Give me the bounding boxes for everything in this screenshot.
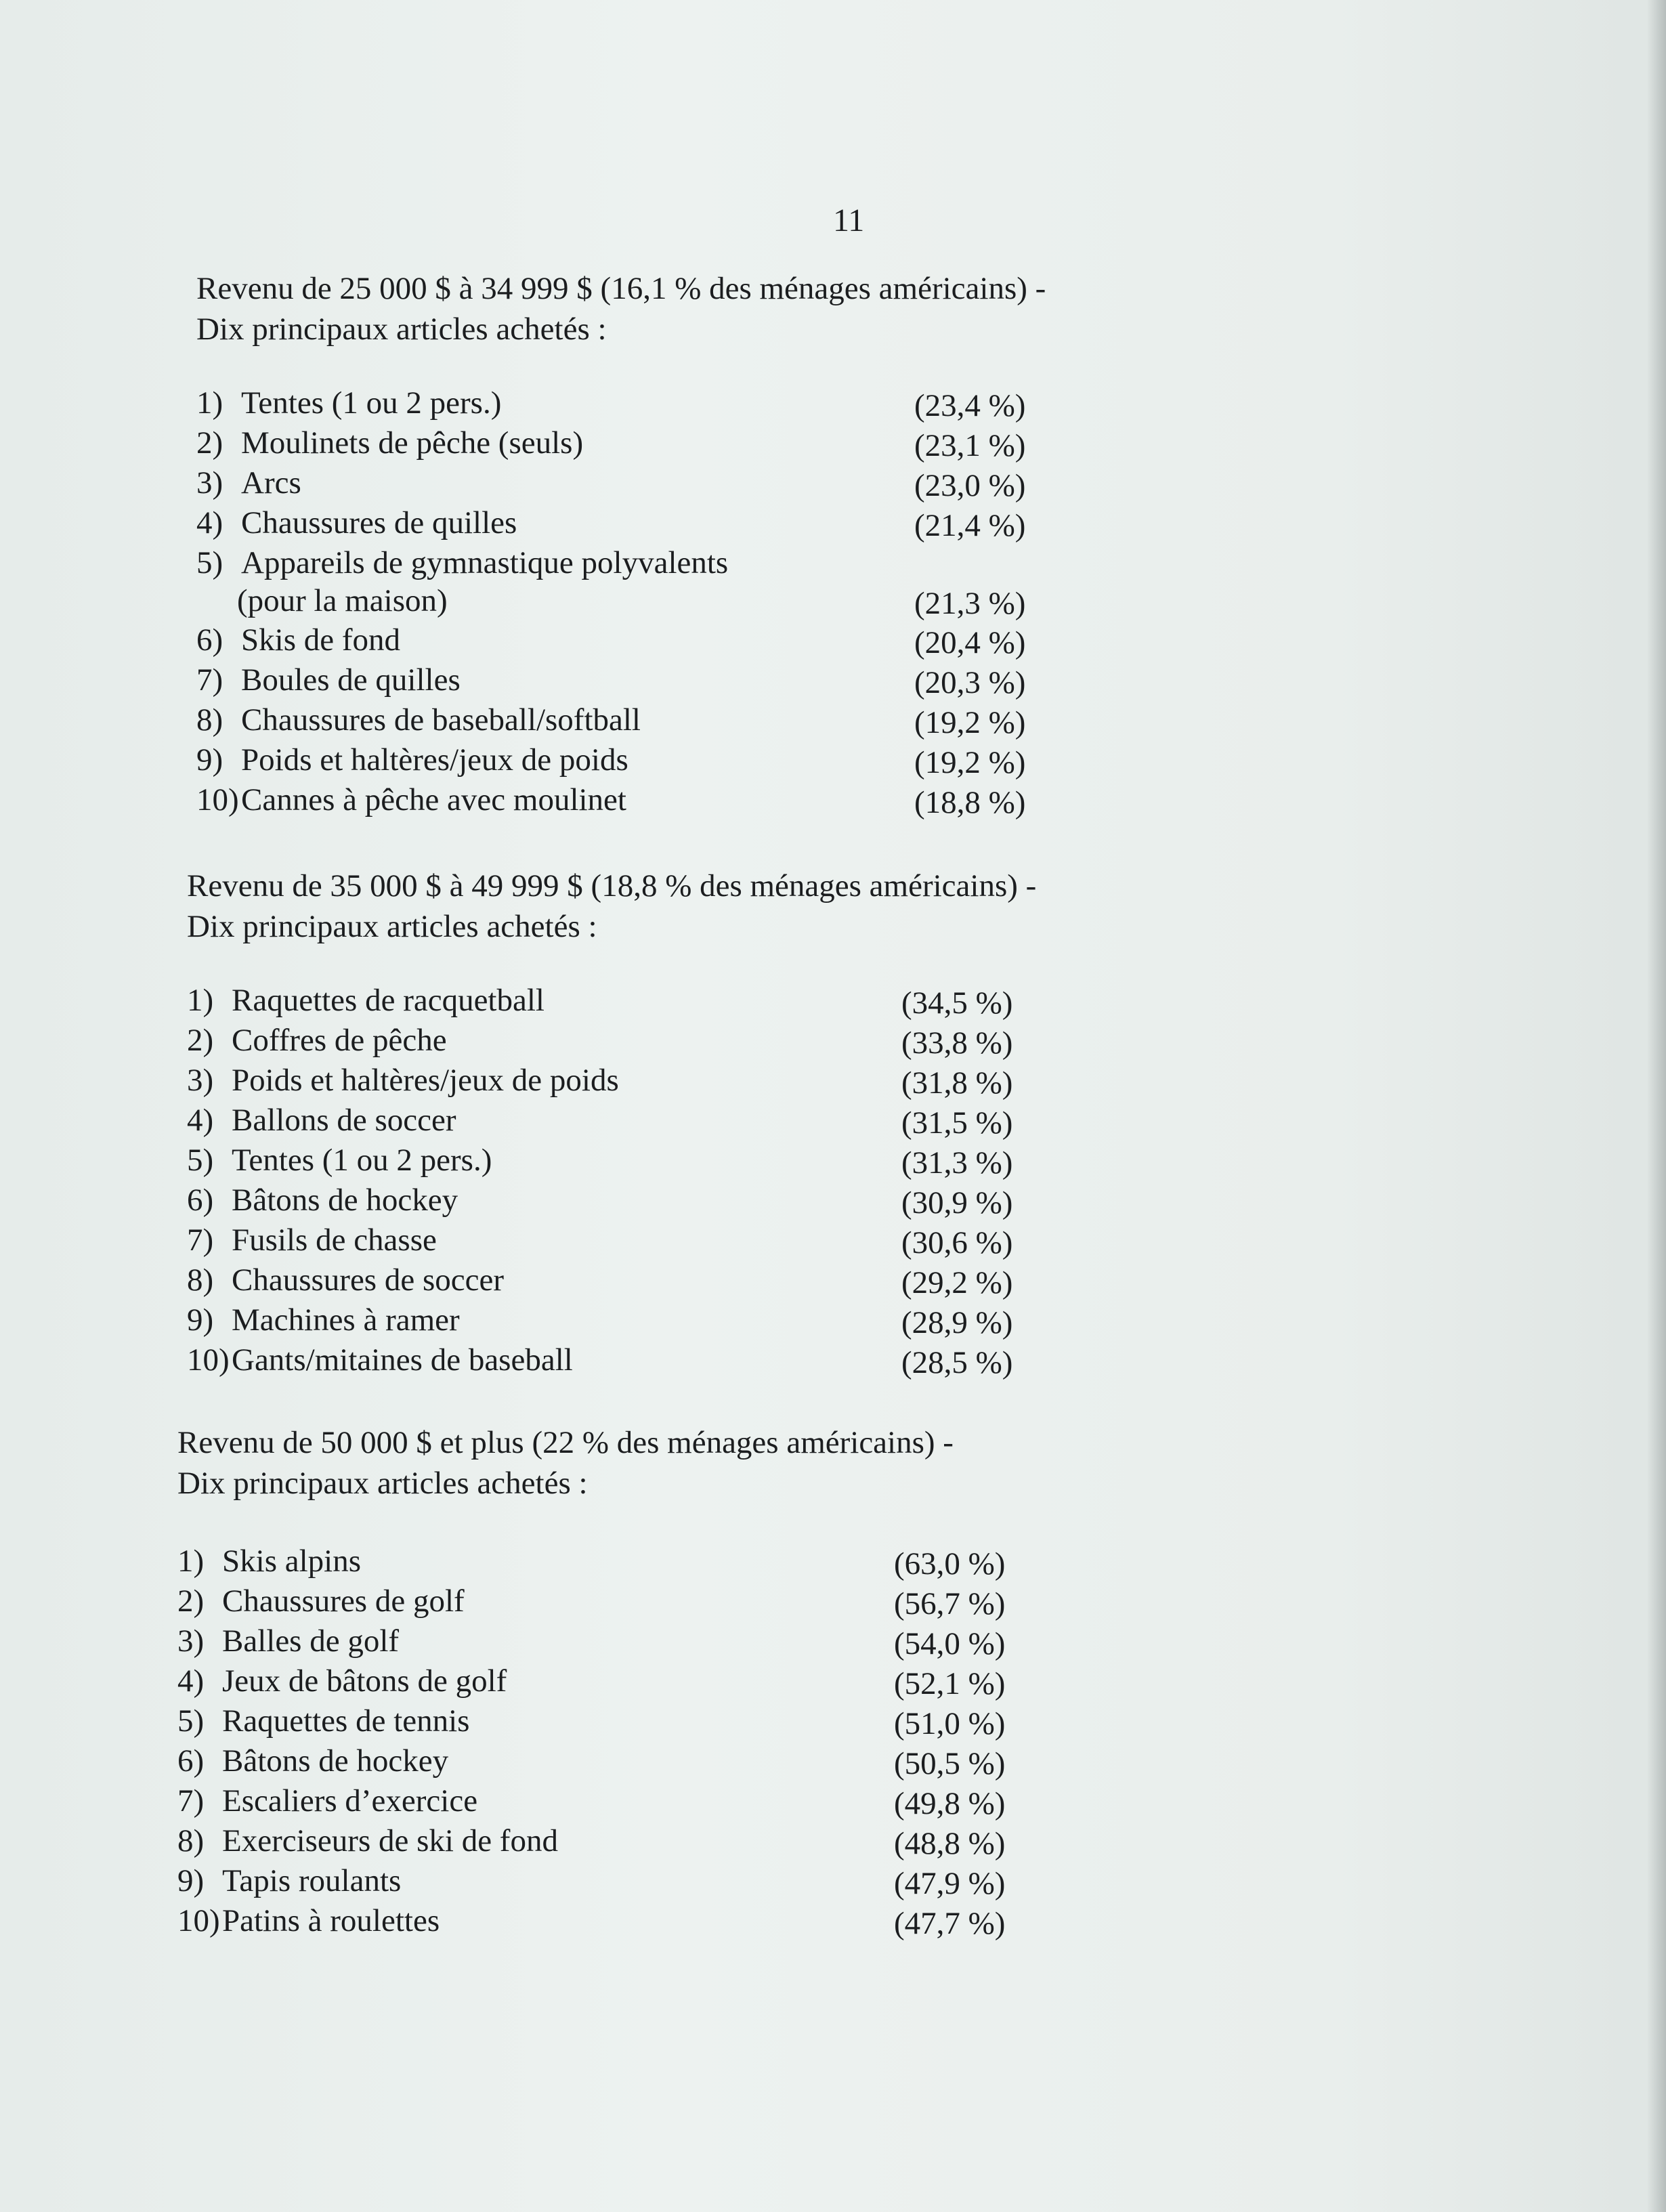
percentage: (51,0 %) [894, 1706, 1006, 1741]
percentage: (34,5 %) [901, 985, 1013, 1021]
percentage: (20,3 %) [914, 665, 1026, 700]
list-item: 5) Appareils de gymnastique polyvalents [196, 545, 729, 580]
percentage: (56,7 %) [894, 1586, 1006, 1621]
list-item: 9) Machines à ramer [187, 1302, 460, 1338]
percentage: (18,8 %) [914, 785, 1026, 820]
list-item: 8) Chaussures de soccer [187, 1262, 504, 1298]
percentage: (54,0 %) [894, 1626, 1006, 1661]
list-item: 8) Chaussures de baseball/softball [196, 702, 641, 738]
percentage: (20,4 %) [914, 625, 1026, 660]
percentage: (28,9 %) [901, 1305, 1013, 1340]
percentage: (48,8 %) [894, 1826, 1006, 1861]
percentage: (19,2 %) [914, 745, 1026, 780]
section-heading: Revenu de 50 000 $ et plus (22 % des ménages américains) - [177, 1425, 954, 1460]
list-item: 6) Bâtons de hockey [187, 1183, 458, 1218]
page-number: 11 [833, 203, 865, 238]
list-item: 7) Fusils de chasse [187, 1222, 437, 1258]
list-item: 10)Gants/mitaines de baseball [187, 1342, 573, 1378]
percentage: (30,9 %) [901, 1185, 1013, 1220]
percentage: (33,8 %) [901, 1025, 1013, 1061]
percentage: (28,5 %) [901, 1345, 1013, 1380]
list-item: 2) Chaussures de golf [177, 1583, 465, 1619]
section-subheading: Dix principaux articles achetés : [187, 909, 597, 944]
list-item: 3) Arcs [196, 465, 301, 501]
percentage: (23,0 %) [914, 468, 1026, 503]
list-item: 1) Tentes (1 ou 2 pers.) [196, 385, 502, 421]
list-item: 2) Moulinets de pêche (seuls) [196, 425, 584, 461]
list-item: 2) Coffres de pêche [187, 1023, 447, 1058]
list-item: 10)Cannes à pêche avec moulinet [196, 782, 626, 817]
percentage: (47,7 %) [894, 1906, 1006, 1941]
percentage: (49,8 %) [894, 1786, 1006, 1821]
percentage: (31,5 %) [901, 1105, 1013, 1141]
list-item: 9) Tapis roulants [177, 1863, 402, 1898]
list-item: 1) Skis alpins [177, 1544, 362, 1579]
list-item-continuation: (pour la maison) [237, 583, 448, 618]
list-item: 5) Tentes (1 ou 2 pers.) [187, 1143, 492, 1178]
percentage: (29,2 %) [901, 1265, 1013, 1300]
percentage: (52,1 %) [894, 1666, 1006, 1701]
list-item: 8) Exerciseurs de ski de fond [177, 1823, 558, 1858]
list-item: 6) Skis de fond [196, 622, 400, 658]
list-item: 9) Poids et haltères/jeux de poids [196, 742, 628, 778]
income-section-25000-34999 [196, 268, 1046, 820]
list-item: 4) Ballons de soccer [187, 1103, 456, 1138]
list-item: 6) Bâtons de hockey [177, 1743, 449, 1779]
page-edge-shadow [1647, 0, 1666, 2212]
percentage: (63,0 %) [894, 1546, 1006, 1581]
percentage: (31,8 %) [901, 1065, 1013, 1101]
percentage: (23,1 %) [914, 428, 1026, 463]
list-item: 3) Balles de golf [177, 1623, 400, 1659]
list-item: 1) Raquettes de racquetball [187, 983, 544, 1018]
list-item: 5) Raquettes de tennis [177, 1703, 470, 1739]
list-item: 4) Chaussures de quilles [196, 505, 517, 540]
percentage: (23,4 %) [914, 388, 1026, 423]
percentage: (50,5 %) [894, 1746, 1006, 1781]
income-section-50000-plus [177, 1422, 1006, 1941]
percentage: (21,3 %) [914, 586, 1026, 621]
section-subheading: Dix principaux articles achetés : [196, 312, 607, 347]
list-item: 7) Escaliers d’exercice [177, 1783, 478, 1818]
section-heading: Revenu de 35 000 $ à 49 999 $ (18,8 % des ménages américains) - [187, 868, 1037, 903]
income-section-35000-49999 [187, 866, 1037, 1380]
list-item: 7) Boules de quilles [196, 662, 461, 698]
section-heading: Revenu de 25 000 $ à 34 999 $ (16,1 % des ménages américains) - [196, 271, 1046, 306]
list-item: 10)Patins à roulettes [177, 1903, 440, 1938]
list-item: 4) Jeux de bâtons de golf [177, 1663, 507, 1699]
percentage: (31,3 %) [901, 1145, 1013, 1181]
percentage: (19,2 %) [914, 705, 1026, 740]
list-item: 3) Poids et haltères/jeux de poids [187, 1063, 619, 1098]
section-subheading: Dix principaux articles achetés : [177, 1466, 588, 1501]
percentage: (47,9 %) [894, 1866, 1006, 1901]
percentage: (30,6 %) [901, 1225, 1013, 1260]
percentage: (21,4 %) [914, 508, 1026, 543]
